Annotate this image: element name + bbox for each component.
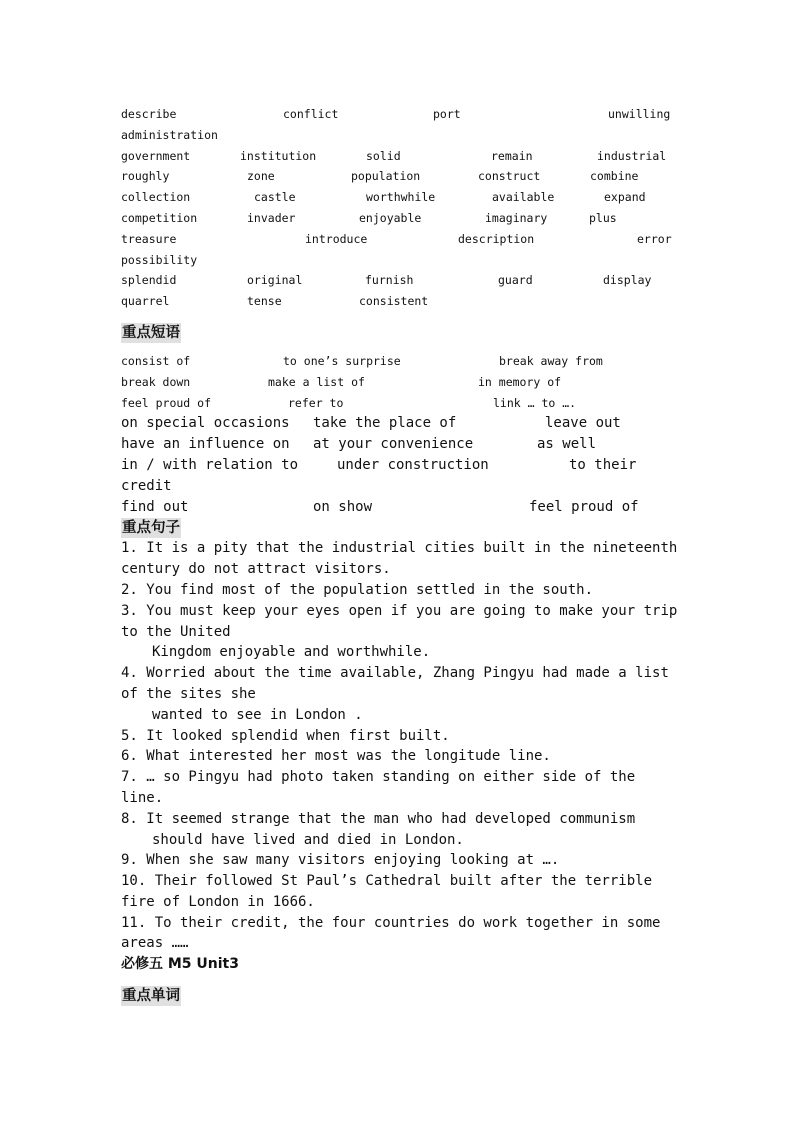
phrase-row — [121, 372, 673, 393]
sentence-line: 5. It looked splendid when first built. — [121, 727, 450, 744]
sentence-line: 2. You find most of the population settled in the south. — [121, 581, 594, 598]
sentence-line: 1. It is a pity that the industrial cities built in the nineteenth — [121, 540, 678, 557]
word: introduce — [305, 231, 368, 246]
word-row — [121, 229, 673, 250]
phrase-row — [121, 413, 673, 434]
word-row — [121, 166, 673, 187]
phrase: in / with relation to — [121, 456, 299, 473]
sentence-line: 8. It seemed strange that the man who had developed communism — [121, 810, 636, 827]
word: administration — [121, 127, 218, 142]
sentence-line: 9. When she saw many visitors enjoying looking at …. — [121, 852, 560, 869]
phrase: refer to — [288, 395, 344, 410]
phrase: on special occasions — [121, 415, 290, 432]
word-row — [121, 104, 673, 125]
sentence-line: line. — [121, 789, 164, 806]
word: competition — [121, 210, 198, 225]
word-row — [121, 208, 673, 229]
word: furnish — [365, 273, 414, 288]
phrase: have an influence on — [121, 436, 290, 453]
sentence-line: Kingdom enjoyable and worthwhile. — [152, 644, 431, 661]
word: solid — [366, 148, 401, 163]
phrase: break away from — [499, 353, 603, 368]
sentence-line: 10. Their followed St Paul’s Cathedral built after the terrible — [121, 873, 653, 890]
sentence-line: of the sites she — [121, 685, 256, 702]
phrase-row — [121, 476, 673, 497]
sentence-line: 3. You must keep your eyes open if you are going to make your trip — [121, 602, 678, 619]
document-page — [121, 104, 678, 1006]
sentence-line: should have lived and died in London. — [152, 831, 464, 848]
word: expand — [604, 190, 646, 205]
phrase: at your convenience — [313, 436, 474, 453]
section-heading-phrases: 重点短语 — [122, 324, 180, 341]
phrase: find out — [121, 498, 189, 515]
phrase-row — [121, 434, 673, 455]
word: tense — [247, 294, 282, 309]
phrase-list — [121, 351, 673, 517]
word: quarrel — [121, 294, 170, 309]
word: collection — [121, 190, 191, 205]
word-list — [121, 104, 673, 312]
section-heading-sentences: 重点句子 — [122, 520, 180, 537]
word: government — [121, 148, 191, 163]
word: consistent — [359, 294, 429, 309]
word-row — [121, 250, 673, 271]
word: display — [603, 273, 652, 288]
word: unwilling — [608, 107, 671, 121]
word: imaginary — [485, 210, 548, 225]
word: treasure — [121, 231, 177, 246]
phrase: leave out — [545, 415, 621, 432]
sentence-list — [121, 538, 678, 954]
word: population — [351, 169, 421, 184]
phrase: in memory of — [478, 374, 562, 389]
phrase: feel proud of — [529, 498, 639, 515]
sentence-line: 6. What interested her most was the longitude line. — [121, 748, 551, 765]
word: port — [433, 107, 461, 121]
phrase: consist of — [121, 353, 191, 368]
sentence-line: to the United — [121, 623, 231, 640]
word-row — [121, 187, 673, 208]
phrase: to their — [569, 456, 637, 473]
word: castle — [254, 190, 296, 205]
sentence-line: fire of London in 1666. — [121, 893, 315, 910]
phrase: make a list of — [268, 374, 365, 389]
word-row — [121, 146, 673, 167]
word: institution — [240, 148, 317, 163]
sentence-line: wanted to see in London . — [152, 706, 363, 723]
word: remain — [491, 148, 533, 163]
word: possibility — [121, 252, 198, 267]
word-row — [121, 291, 673, 312]
word: error — [637, 231, 672, 246]
phrase: credit — [121, 477, 172, 494]
sentence-line: 4. Worried about the time available, Zhang Pingyu had made a list — [121, 665, 669, 682]
word: plus — [589, 210, 617, 225]
word: conflict — [283, 107, 339, 121]
word: construct — [478, 169, 541, 184]
phrase-row — [121, 393, 673, 414]
phrase: take the place of — [313, 415, 457, 432]
sentence-line: 7. … so Pingyu had photo taken standing on either side of the — [121, 769, 636, 786]
word: description — [458, 231, 535, 246]
phrase: under construction — [337, 456, 489, 473]
phrase-row — [121, 455, 673, 476]
word-row — [121, 270, 673, 291]
word: available — [492, 190, 555, 205]
word: zone — [247, 169, 275, 184]
word: combine — [590, 169, 639, 184]
phrase: feel proud of — [121, 395, 212, 410]
phrase: break down — [121, 374, 191, 389]
phrase-row — [121, 351, 673, 372]
phrase: as well — [537, 436, 597, 453]
phrase: on show — [313, 498, 373, 515]
phrase-row — [121, 497, 673, 518]
word: industrial — [597, 148, 667, 163]
word: original — [247, 273, 303, 288]
section-heading-words: 重点单词 — [122, 988, 180, 1005]
word: worthwhile — [366, 190, 436, 205]
phrase: to one’s surprise — [283, 353, 401, 368]
word: invader — [247, 210, 296, 225]
sentence-line: areas …… — [121, 935, 189, 952]
word: describe — [121, 107, 177, 121]
unit-title: 必修五 M5 Unit3 — [121, 956, 239, 973]
word: enjoyable — [359, 210, 422, 225]
word-row — [121, 125, 673, 146]
sentence-line: 11. To their credit, the four countries do work together in some — [121, 914, 661, 931]
phrase: link … to …. — [493, 395, 577, 410]
word: guard — [498, 273, 533, 288]
sentence-line: century do not attract visitors. — [121, 561, 391, 578]
word: roughly — [121, 169, 170, 184]
word: splendid — [121, 273, 177, 288]
